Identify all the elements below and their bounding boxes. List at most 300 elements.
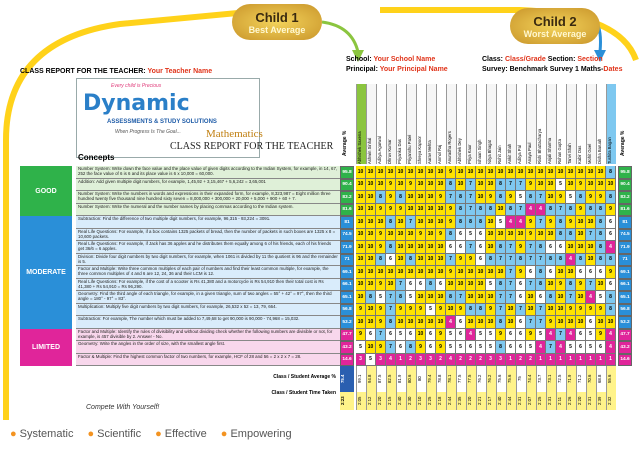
score-cell: 10 [366,241,376,254]
student-average: 68.8 [596,366,606,392]
concept-average: 95.8 [340,166,354,179]
score-cell: 6 [516,279,526,292]
score-cell: 9 [456,304,466,317]
student-time: 2:18 [436,392,446,410]
student-average: 55.6 [606,366,616,392]
score-cell: 10 [416,241,426,254]
concept-average-right: 71.9 [618,241,632,254]
score-cell: 6 [606,216,616,229]
score-cell: 10 [576,166,586,179]
score-cell: 8 [586,204,596,217]
concept-row: Number System: Write the numbers in words and expressions in their expanded form, for example, 8,323,987 = Eight million three hundred twenty five thousand nine hundred sixty seven = 8,000,000 + 300,000 + 20,000 + 5,000 + 900 + 60 + 7. [76,191,340,204]
score-cell: 9 [606,204,616,217]
score-cell: 5 [536,329,546,342]
score-cell: 10 [396,229,406,242]
student-time: 2:40 [396,392,406,410]
score-cell: 7 [556,329,566,342]
score-cell: 5 [516,191,526,204]
student-name-header: Mohit Goel [586,84,596,164]
score-cell: 4 [536,204,546,217]
score-cell: 10 [436,266,446,279]
score-cell: 6 [416,279,426,292]
score-cell: 7 [466,241,476,254]
score-cell: 6 [386,254,396,267]
score-cell: 6 [456,241,466,254]
score-cell: 8 [446,229,456,242]
score-cell: 10 [386,266,396,279]
student-time: 2:31 [546,392,556,410]
score-cell: 4 [536,341,546,354]
concept-average: 66.1 [340,279,354,292]
survey-line [482,66,622,73]
student-average: 87.5 [376,366,386,392]
score-cell: 10 [356,254,366,267]
score-cell: 10 [376,216,386,229]
score-cell: 10 [406,266,416,279]
score-cell: 10 [396,266,406,279]
student-average: 73.7 [536,366,546,392]
score-cell: 10 [436,216,446,229]
score-cell: 10 [386,229,396,242]
score-cell: 4 [566,329,576,342]
score-cell: 10 [436,166,446,179]
score-cell: 9 [586,304,596,317]
score-cell: 10 [396,216,406,229]
score-cell: 10 [376,266,386,279]
score-cell: 3 [486,354,496,367]
score-cell: 10 [406,316,416,329]
score-cell: 4 [606,241,616,254]
logo-tagline: When Progress Is The Goal... [115,129,181,135]
score-cell: 7 [586,229,596,242]
score-cell: 1 [396,354,406,367]
score-cell: 8 [536,241,546,254]
score-cell: 8 [526,191,536,204]
concept-average-right: 81 [618,216,632,229]
score-cell: 10 [406,204,416,217]
score-cell: 10 [356,291,366,304]
survey-dates: Dates [603,66,623,73]
score-cell: 9 [406,179,416,192]
score-cell: 8 [496,241,506,254]
score-cell: 10 [436,316,446,329]
score-cell: 10 [356,204,366,217]
score-cell: 7 [526,241,536,254]
concept-row: Number System: Write the numeral and the number names by placing commas according to the Indian system. [76,204,340,217]
score-cell: 9 [376,241,386,254]
score-cell: 10 [476,316,486,329]
score-cell: 9 [596,329,606,342]
student-average: 94.8 [366,366,376,392]
score-cell: 10 [366,166,376,179]
score-cell: 10 [556,166,566,179]
score-cell: 8 [406,254,416,267]
score-cell: 6 [436,279,446,292]
score-cell: 10 [566,179,576,192]
student-name-header: Priya Kaur [466,84,476,164]
score-cell: 8 [606,291,616,304]
score-cell: 7 [526,254,536,267]
student-time: 2:17 [486,392,496,410]
score-cell: 10 [466,279,476,292]
score-cell: 7 [516,204,526,217]
score-cell: 10 [376,166,386,179]
score-cell: 10 [426,204,436,217]
score-cell: 4 [516,216,526,229]
score-cell: 5 [486,341,496,354]
score-cell: 8 [496,179,506,192]
student-average: 79.4 [426,366,436,392]
score-cell: 5 [526,341,536,354]
logo-sub: ASSESSMENTS & STUDY SOLUTIONS [107,119,217,125]
score-cell: 10 [446,279,456,292]
score-cell: 7 [506,254,516,267]
class-report-header [20,68,212,75]
score-cell: 7 [536,304,546,317]
score-cell: 10 [536,179,546,192]
score-cell: 9 [406,304,416,317]
score-cell: 4 [506,216,516,229]
score-cell: 10 [556,304,566,317]
score-cell: 10 [496,204,506,217]
score-cell: 10 [366,254,376,267]
student-name-header: Aditya Pal [516,84,526,164]
score-cell: 7 [396,279,406,292]
student-time: 2:39 [596,392,606,410]
survey-label: Survey: Benchmark Survey 1 Maths- [482,66,604,73]
score-cell: 10 [476,179,486,192]
score-cell: 10 [556,316,566,329]
score-cell: 6 [606,279,616,292]
score-cell: 9 [586,191,596,204]
student-average: 75.6 [506,366,516,392]
student-time: 2:31 [586,392,596,410]
score-cell: 7 [536,316,546,329]
score-cell: 10 [366,316,376,329]
score-cell: 8 [486,254,496,267]
score-cell: 10 [356,229,366,242]
score-cell: 8 [556,216,566,229]
concept-average-right: 90.4 [618,179,632,192]
score-cell: 7 [506,179,516,192]
score-cell: 6 [516,341,526,354]
concept-average-right: 81.6 [618,204,632,217]
score-cell: 5 [366,354,376,367]
score-cell: 10 [356,191,366,204]
score-cell: 10 [426,179,436,192]
score-cell: 10 [606,179,616,192]
score-cell: 9 [376,204,386,217]
concept-average: 90.4 [340,179,354,192]
score-cell: 9 [596,191,606,204]
score-cell: 9 [486,191,496,204]
score-cell: 6 [576,266,586,279]
student-average: 74.4 [526,366,536,392]
score-cell: 9 [596,304,606,317]
concept-average: 74.5 [340,229,354,242]
score-cell: 4 [446,354,456,367]
score-cell: 7 [506,291,516,304]
score-cell: 9 [356,304,366,317]
score-cell: 10 [486,229,496,242]
student-average: 77.5 [466,366,476,392]
student-average: 78.8 [436,366,446,392]
student-time: 2:31 [516,392,526,410]
student-name-header: Rohan Gupta [556,84,566,164]
student-name-header: Anjali Sharma [546,84,556,164]
score-cell: 10 [456,166,466,179]
student-time: 2:30 [406,392,416,410]
score-cell: 1 [506,354,516,367]
score-cell: 9 [376,316,386,329]
student-name-header: Ishaan Singh [476,84,486,164]
score-cell: 10 [416,329,426,342]
score-cell: 10 [466,316,476,329]
class-value: Class/Grade [504,56,546,63]
score-cell: 3 [356,354,366,367]
score-cell: 5 [596,291,606,304]
score-cell: 9 [466,254,476,267]
score-cell: 1 [536,354,546,367]
score-cell: 6 [446,241,456,254]
score-cell: 8 [556,229,566,242]
score-cell: 7 [406,216,416,229]
concept-average-right: 56.8 [618,304,632,317]
score-cell: 6 [516,329,526,342]
concept-average: 43.2 [340,341,354,354]
score-cell: 7 [386,304,396,317]
score-cell: 8 [516,254,526,267]
score-cell: 4 [586,291,596,304]
score-cell: 6 [426,341,436,354]
score-cell: 4 [606,329,616,342]
score-cell: 9 [446,166,456,179]
concept-row: Real Life Questions: For example, if a box contains 1325 packets of bread, then the number of packets in such boxes are 1325 x 8 = 10,600 packets. [76,229,340,242]
score-cell: 8 [596,204,606,217]
score-cell: 2 [406,354,416,367]
score-cell: 10 [356,316,366,329]
score-cell: 5 [486,329,496,342]
score-cell: 10 [496,229,506,242]
principal-line [346,66,448,73]
score-cell: 2 [466,354,476,367]
score-cell: 6 [596,266,606,279]
score-cell: 8 [496,316,506,329]
score-cell: 10 [436,241,446,254]
score-cell: 7 [556,204,566,217]
score-cell: 10 [526,304,536,317]
score-cell: 10 [486,241,496,254]
student-time: 2:15 [386,392,396,410]
concept-average: 14.6 [340,354,354,367]
score-cell: 6 [516,316,526,329]
score-cell: 10 [406,166,416,179]
score-cell: 4 [466,329,476,342]
score-cell: 9 [526,216,536,229]
student-name-header: Shreya Kapoor [416,84,426,164]
score-cell: 7 [376,329,386,342]
score-cell: 8 [456,216,466,229]
score-cell: 6 [456,329,466,342]
score-cell: 10 [526,166,536,179]
school-line [346,56,435,63]
score-cell: 10 [466,266,476,279]
score-cell: 8 [576,191,586,204]
score-cell: 10 [476,266,486,279]
concept-average-right: 71 [618,254,632,267]
score-cell: 2 [436,354,446,367]
student-time: 2:32 [606,392,616,410]
score-cell: 10 [466,166,476,179]
concept-average: 53.2 [340,316,354,329]
score-cell: 6 [576,341,586,354]
score-cell: 6 [456,316,466,329]
score-cell: 9 [436,229,446,242]
score-cell: 10 [366,279,376,292]
score-cell: 10 [486,316,496,329]
score-cell: 10 [366,204,376,217]
score-cell: 8 [556,254,566,267]
score-cell: 10 [486,291,496,304]
avg-header: Average % [342,130,348,156]
student-time: 2:21 [476,392,486,410]
score-cell: 8 [546,291,556,304]
concept-average: 81.6 [340,204,354,217]
section-label: Section: [547,56,576,63]
score-cell: 6 [506,329,516,342]
score-cell: 6 [476,241,486,254]
score-cell: 9 [396,204,406,217]
concept-average: 47.7 [340,329,354,342]
student-name-header: Anuradha Rogers [446,84,456,164]
score-cell: 10 [566,241,576,254]
score-cell: 10 [546,191,556,204]
score-cell: 10 [456,279,466,292]
score-cell: 10 [406,229,416,242]
score-cell: 8 [566,279,576,292]
score-cell: 5 [586,341,596,354]
concept-average-right: 43.2 [618,341,632,354]
score-cell: 5 [466,229,476,242]
score-cell: 7 [586,279,596,292]
student-name-header: Dhruv Kumar [386,84,396,164]
score-cell: 10 [426,216,436,229]
student-time: 2:11 [556,392,566,410]
score-cell: 10 [356,166,366,179]
score-cell: 6 [516,291,526,304]
score-cell: 7 [536,216,546,229]
score-cell: 10 [576,291,586,304]
score-cell: 10 [586,216,596,229]
student-name-header: Priyanka Das [396,84,406,164]
score-cell: 9 [446,216,456,229]
student-average: 82.5 [386,366,396,392]
score-cell: 5 [446,329,456,342]
concept-average: 56.8 [340,304,354,317]
score-cell: 10 [416,166,426,179]
score-cell: 7 [466,179,476,192]
score-cell: 10 [416,191,426,204]
score-cell: 8 [466,216,476,229]
score-cell: 9 [516,241,526,254]
score-cell: 10 [536,166,546,179]
score-cell: 6 [606,229,616,242]
concept-average-right: 95.8 [618,166,632,179]
score-cell: 10 [546,166,556,179]
score-cell: 7 [536,254,546,267]
score-cell: 5 [566,341,576,354]
school-name: Your School Name [373,56,436,63]
score-cell: 10 [546,279,556,292]
compete-slogan: Compete With Yourself! [86,404,160,411]
score-cell: 7 [386,341,396,354]
score-cell: 10 [586,166,596,179]
score-cell: 9 [576,204,586,217]
score-cell: 6 [456,229,466,242]
score-cell: 5 [406,291,416,304]
score-cell: 5 [446,341,456,354]
student-avg-label: Class / Student Average % [273,374,336,380]
score-cell: 9 [436,191,446,204]
score-cell: 10 [536,229,546,242]
student-name-header: Disha Baruah [596,84,606,164]
score-cell: 5 [566,191,576,204]
score-cell: 3 [376,354,386,367]
score-cell: 10 [516,229,526,242]
band-moderate: MODERATE [20,216,72,329]
score-cell: 8 [426,279,436,292]
student-name-header: Kabir Das [576,84,586,164]
score-cell: 10 [486,179,496,192]
score-cell: 5 [586,329,596,342]
concept-average-right: 83.2 [618,191,632,204]
student-name-header: Tanvi Shah [566,84,576,164]
concept-average: 65.1 [340,291,354,304]
score-cell: 6 [386,329,396,342]
score-cell: 9 [376,304,386,317]
score-cell: 9 [576,179,586,192]
score-cell: 8 [476,216,486,229]
score-cell: 10 [596,316,606,329]
score-cell: 9 [556,279,566,292]
score-cell: 6 [526,266,536,279]
score-cell: 7 [516,179,526,192]
score-cell: 10 [356,266,366,279]
score-cell: 3 [496,354,506,367]
student-time: 2:44 [446,392,456,410]
score-cell: 7 [386,291,396,304]
score-cell: 6 [466,341,476,354]
score-cell: 8 [466,304,476,317]
score-cell: 10 [396,241,406,254]
score-cell: 10 [496,166,506,179]
student-time: 2:12 [366,392,376,410]
score-cell: 10 [506,229,516,242]
score-cell: 8 [446,291,456,304]
score-cell: 10 [366,216,376,229]
score-cell: 10 [426,291,436,304]
score-cell: 10 [416,216,426,229]
concept-row: Subtraction: Find the difference of two multiple digit numbers, for example, 96,315 - 93,224 = 3091. [76,216,340,229]
score-cell: 10 [476,291,486,304]
score-cell: 8 [596,229,606,242]
score-cell: 10 [576,229,586,242]
score-cell: 10 [436,291,446,304]
score-cell: 10 [566,166,576,179]
score-cell: 6 [586,316,596,329]
score-cell: 4 [556,341,566,354]
score-cell: 10 [356,241,366,254]
